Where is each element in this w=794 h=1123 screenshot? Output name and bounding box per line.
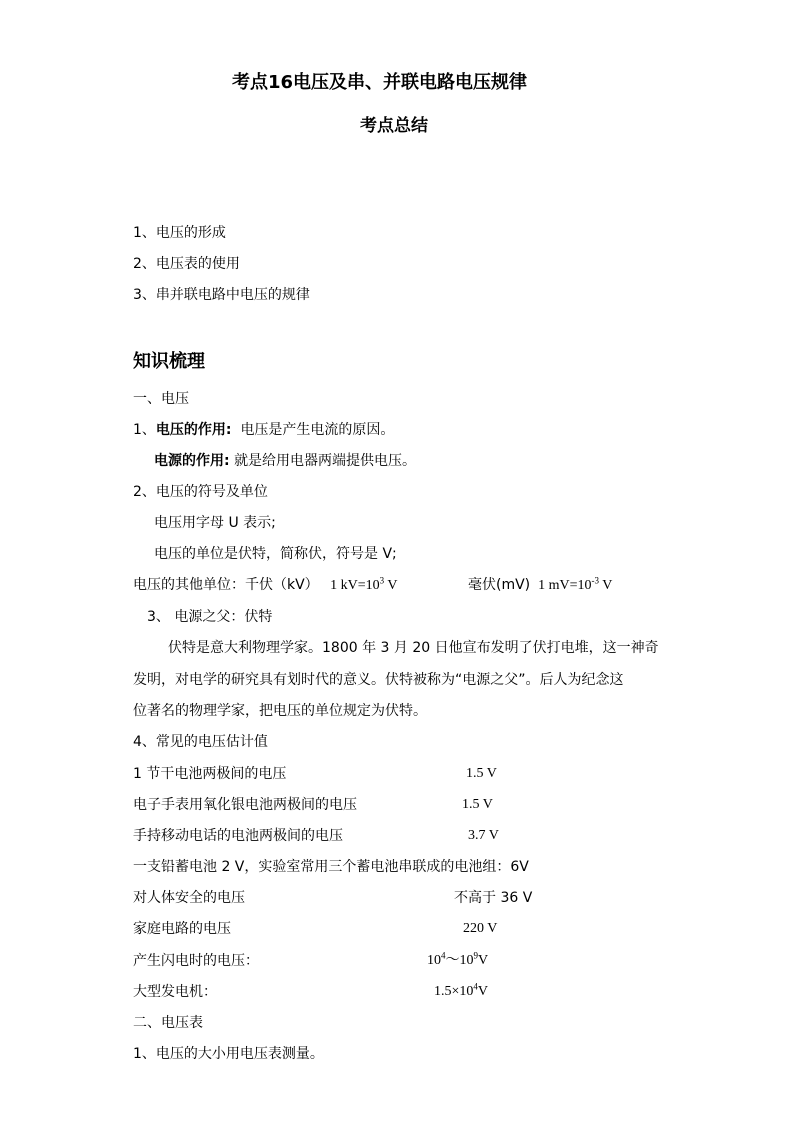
item2-line2: 电压的单位是伏特，简称伏，符号是 V; (154, 546, 397, 562)
lightning-value: $10^4\sim 10^9V$ (427, 950, 489, 968)
part2-heading: 二、电压表 (133, 1015, 203, 1031)
outline-item-2: 2、电压表的使用 (133, 256, 240, 272)
item1-text: 电压是产生电流的原因。 (240, 422, 395, 438)
item1b-line (154, 452, 416, 470)
part1-heading: 一、电压 (133, 391, 189, 407)
voltage-row-label: 电子手表用氧化银电池两极间的电压 (133, 797, 357, 813)
document-title: 考点16电压及串、并联电路电压规律 (232, 72, 528, 93)
item3-heading: 3、 电源之父：伏特 (147, 609, 273, 625)
generator-label: 大型发电机： (133, 984, 217, 1000)
item1-line (133, 421, 394, 439)
item4-heading: 4、常见的电压估计值 (133, 734, 268, 750)
outline-item-3: 3、串并联电路中电压的规律 (133, 287, 310, 303)
voltage-row-value: 1.5 V (466, 766, 497, 781)
item1-number: 1、 (133, 422, 156, 438)
mv-conversion: 1 $mV=10^{-3}$ V (538, 575, 613, 593)
kv-conversion: 1 $kV=10^3$ V (330, 575, 398, 593)
voltage-row-value: 1.5 V (462, 797, 493, 812)
paragraph-line-2: 发明，对电学的研究具有划时代的意义。伏特被称为“电源之父”。后人为纪念这 (133, 672, 624, 688)
mv-units (468, 576, 612, 595)
paragraph-line-3: 位著名的物理学家，把电压的单位规定为伏特。 (133, 703, 427, 719)
item1b-text: 就是给用电器两端提供电压。 (234, 453, 417, 469)
section-heading: 知识梳理 (133, 351, 205, 372)
voltage-row-label: 对人体安全的电压 (133, 890, 245, 906)
paragraph-line-1: 伏特是意大利物理学家。1800 年 3 月 20 日他宣布发明了伏打电堆，这一神奇 (168, 640, 659, 656)
document-subtitle: 考点总结 (360, 116, 428, 136)
voltage-row-value: 3.7 V (468, 828, 499, 843)
item2-heading: 2、电压的符号及单位 (133, 484, 268, 500)
lightning-label: 产生闪电时的电压： (133, 953, 259, 969)
voltage-row-label: 手持移动电话的电池两极间的电压 (133, 828, 343, 844)
voltage-row-label: 家庭电路的电压 (133, 921, 231, 937)
outline-item-1: 1、电压的形成 (133, 225, 226, 241)
units-label: 电压的其他单位：千伏（kV） (133, 577, 319, 593)
voltage-row-value: 不高于 36 V (454, 890, 533, 906)
item1b-label: 电源的作用: (154, 453, 230, 469)
voltage-row-value: 220 V (463, 921, 498, 936)
mv-label: 毫伏(mV) (468, 577, 531, 593)
generator-value: $1.5\times 10^4V$ (434, 981, 489, 999)
voltage-row-label: 1 节干电池两极间的电压 (133, 766, 287, 782)
other-units-line (133, 576, 398, 595)
part2-item1: 1、电压的大小用电压表测量。 (133, 1046, 324, 1062)
voltage-row-label: 一支铅蓄电池 2 V，实验室常用三个蓄电池串联成的电池组：6V (133, 859, 529, 875)
item1-label: 电压的作用: (155, 422, 232, 438)
item2-line1: 电压用字母 U 表示; (154, 515, 276, 531)
